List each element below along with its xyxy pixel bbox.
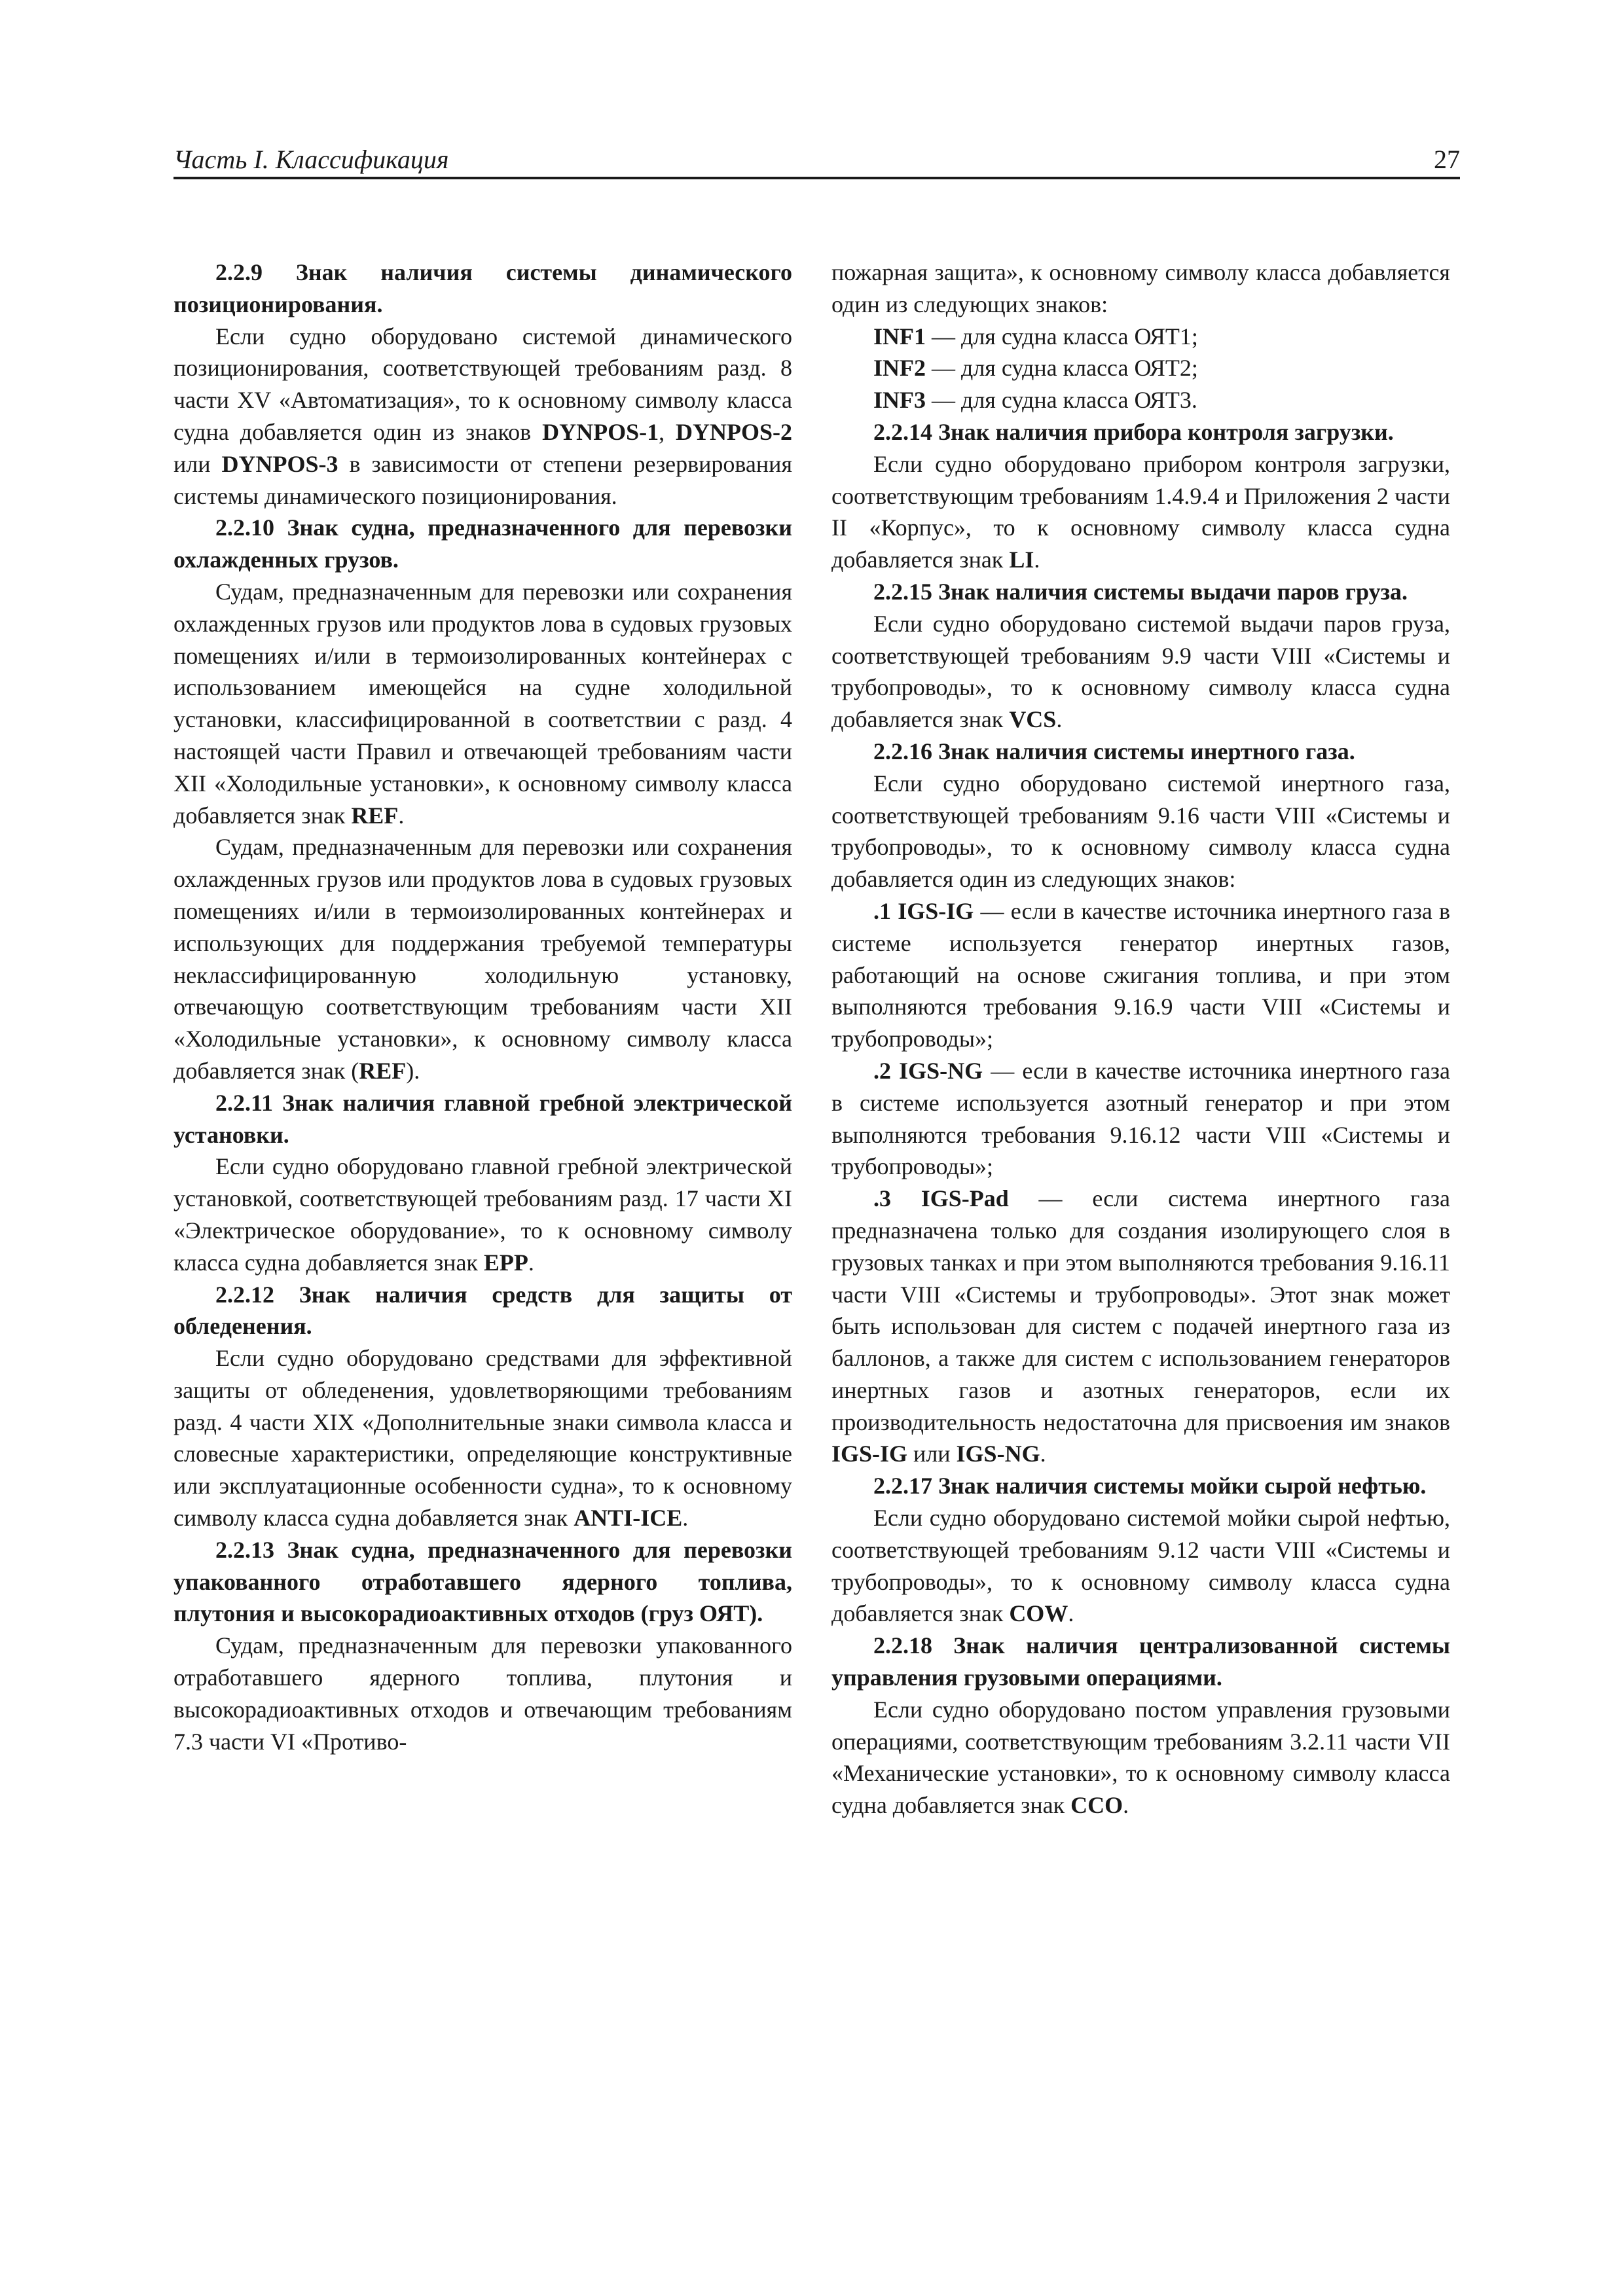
- paragraph-text: — для судна класса ОЯТ2;: [926, 355, 1198, 382]
- section-heading: 2.2.16 Знак наличия системы инертного газа.: [873, 738, 1355, 764]
- section-heading: 2.2.9 Знак наличия системы динамического позиционирования.: [173, 259, 792, 317]
- class-notation: INF2: [873, 355, 926, 382]
- body-paragraph: [831, 448, 1450, 576]
- class-notation: DYNPOS-3: [221, 450, 338, 477]
- section-title: Часть I. Классификация: [173, 145, 449, 174]
- class-notation: .1 IGS-IG: [873, 897, 974, 924]
- class-notation: INF3: [873, 387, 926, 414]
- class-notation: EPP: [483, 1249, 528, 1276]
- class-notation: REF: [351, 802, 399, 829]
- body-paragraph: [173, 1630, 792, 1757]
- body-paragraph: [173, 831, 792, 1086]
- paragraph-text: или: [907, 1441, 957, 1467]
- paragraph-text: в зависимости от степени резервирования системы динамического позиционирования.: [173, 450, 793, 509]
- paragraph-text: .: [1056, 706, 1063, 733]
- paragraph-text: Если судно оборудовано системой динамического позиционирования, соответствующей требованиям разд. 8 части XV «Автоматизация», то к основному символу класса судна добавляется один из знаков: [173, 323, 792, 445]
- paragraph-text: — если в качестве источника инертного газа в системе используется генератор инертных газов, работающий на основе сжигания топлива, и при этом выполняются требования 9.16.9 части VIII «Системы и трубопроводы»;: [831, 897, 1450, 1052]
- paragraph-text: пожарная защита», к основному символу класса добавляется один из следующих знаков:: [831, 259, 1450, 317]
- left-column: [173, 257, 792, 1757]
- paragraph-text: Если судно оборудовано постом управления грузовыми операциями, соответствующим требованиям 3.2.11 части VII «Механические установки», то к основному символу класса судна добавляется знак: [831, 1696, 1450, 1819]
- paragraph-text: — если система инертного газа предназначена только для создания изолирующего слоя в грузовых танках и при этом выполняются требования 9.16.11 части VIII «Системы и трубопроводы». Этот знак может быть использован для систем с подачей инертного газа из баллонов, а также для систем с использованием генераторов инертных газов и азотных генераторов, если их производительность недостаточна для присвоения им знаков: [831, 1185, 1450, 1435]
- section-heading: 2.2.15 Знак наличия системы выдачи паров груза.: [873, 578, 1408, 605]
- paragraph-text: — для судна класса ОЯТ1;: [926, 323, 1198, 350]
- right-column: [831, 257, 1450, 1821]
- section-heading: 2.2.11 Знак наличия главной гребной электрической установки.: [173, 1089, 792, 1148]
- page-number: 27: [1434, 145, 1460, 174]
- paragraph-text: Если судно оборудовано системой выдачи паров груза, соответствующей требованиям 9.9 части VIII «Системы и трубопроводы», то к основному символу класса судна добавляется знак: [831, 610, 1450, 733]
- body-paragraph: [831, 321, 1450, 353]
- section-heading: 2.2.13 Знак судна, предназначенного для перевозки упакованного отработавшего ядерного топлива, плутония и высокорадиоактивных отходов (груз ОЯТ).: [173, 1536, 792, 1627]
- body-paragraph: [831, 352, 1450, 384]
- class-notation: .3 IGS-Pad: [873, 1185, 1009, 1212]
- section-heading: 2.2.10 Знак судна, предназначенного для перевозки охлажденных грузов.: [173, 514, 792, 573]
- body-paragraph: [831, 1694, 1450, 1821]
- class-notation: ANTI-ICE: [574, 1505, 683, 1532]
- paragraph-text: .: [1123, 1792, 1129, 1819]
- class-notation: COW: [1009, 1600, 1068, 1627]
- class-notation: CCO: [1070, 1792, 1123, 1819]
- class-notation: .2 IGS-NG: [873, 1057, 983, 1084]
- body-paragraph: [831, 1183, 1450, 1470]
- section-heading: 2.2.14 Знак наличия прибора контроля загрузки.: [873, 418, 1394, 445]
- section-heading: 2.2.18 Знак наличия централизованной системы управления грузовыми операциями.: [831, 1632, 1450, 1691]
- body-paragraph: [173, 1151, 792, 1278]
- paragraph-text: .: [1034, 547, 1040, 573]
- paragraph-text: Судам, предназначенным для перевозки упакованного отработавшего ядерного топлива, плутония и высокорадиоактивных отходов и отвечающим требованиям 7.3 части VI «Противо-: [173, 1632, 792, 1755]
- paragraph-text: ).: [406, 1057, 420, 1084]
- paragraph-text: .: [1040, 1441, 1046, 1467]
- body-paragraph: [173, 576, 792, 831]
- class-notation: IGS-IG: [831, 1441, 908, 1467]
- running-header: [173, 143, 1460, 179]
- body-paragraph: [831, 384, 1450, 416]
- class-notation: REF: [359, 1057, 407, 1084]
- body-paragraph: [173, 1342, 792, 1534]
- section-heading: 2.2.12 Знак наличия средств для защиты от обледенения.: [173, 1281, 792, 1340]
- paragraph-text: Если судно оборудовано системой инертного газа, соответствующей требованиям 9.16 части VIII «Системы и трубопроводы», то к основному символу класса судна добавляется один из следующих знаков:: [831, 770, 1450, 893]
- body-paragraph: [831, 1502, 1450, 1630]
- paragraph-text: Если судно оборудовано системой мойки сырой нефтью, соответствующей требованиям 9.12 части VIII «Системы и трубопроводы», то к основному символу класса судна добавляется знак: [831, 1505, 1450, 1627]
- body-paragraph: [831, 257, 1450, 321]
- paragraph-text: Если судно оборудовано главной гребной электрической установкой, соответствующей требованиям разд. 17 части XI «Электрическое оборудование», то к основному символу класса судна добавляется знак: [173, 1153, 792, 1276]
- paragraph-text: или: [173, 450, 222, 477]
- paragraph-text: Если судно оборудовано средствами для эффективной защиты от обледенения, удовлетворяющими требованиям разд. 4 части XIX «Дополнительные знаки символа класса и словесные характеристики, определяющие конструктивные или эксплуатационные особенности судна», то к основному символу класса судна добавляется знак: [173, 1345, 792, 1532]
- body-paragraph: [831, 608, 1450, 736]
- paragraph-text: Судам, предназначенным для перевозки или сохранения охлажденных грузов или продуктов лова в судовых грузовых помещениях и/или в термоизолированных контейнерах с использованием имеющейся на судне холодильной установки, классифицированной в соответствии с разд. 4 настоящей части Правил и отвечающей требованиям части XII «Холодильные установки», к основному символу класса добавляется знак: [173, 578, 792, 829]
- paragraph-text: Если судно оборудовано прибором контроля загрузки, соответствующим требованиям 1.4.9.4 и Приложения 2 части II «Корпус», то к основному символу класса судна добавляется знак: [831, 450, 1450, 573]
- paragraph-text: .: [1068, 1600, 1074, 1627]
- paragraph-text: — для судна класса ОЯТ3.: [926, 387, 1197, 414]
- section-heading: 2.2.17 Знак наличия системы мойки сырой нефтью.: [873, 1473, 1427, 1499]
- paragraph-text: .: [682, 1505, 689, 1532]
- class-notation: IGS-NG: [956, 1441, 1040, 1467]
- paragraph-text: ,: [659, 418, 676, 445]
- body-paragraph: [173, 321, 792, 512]
- body-paragraph: [831, 1055, 1450, 1183]
- paragraph-text: .: [528, 1249, 534, 1276]
- class-notation: INF1: [873, 323, 926, 350]
- class-notation: DYNPOS-1: [542, 418, 659, 445]
- paragraph-text: — если в качестве источника инертного газа в системе используется азотный генератор и при этом выполняются требования 9.16.12 части VIII «Системы и трубопроводы»;: [831, 1057, 1451, 1180]
- body-paragraph: [831, 895, 1450, 1055]
- class-notation: LI: [1009, 547, 1034, 573]
- class-notation: VCS: [1009, 706, 1057, 733]
- body-paragraph: [831, 768, 1450, 895]
- class-notation: DYNPOS-2: [676, 418, 792, 445]
- paragraph-text: .: [398, 802, 405, 829]
- paragraph-text: Судам, предназначенным для перевозки или сохранения охлажденных грузов или продуктов лова в судовых грузовых помещениях и/или в термоизолированных контейнерах и использующих для поддержания требуемой температуры неклассифицированную холодильную установку, отвечающую соответствующим требованиям части XII «Холодильные установки», к основному символу класса добавляется знак (: [173, 834, 792, 1084]
